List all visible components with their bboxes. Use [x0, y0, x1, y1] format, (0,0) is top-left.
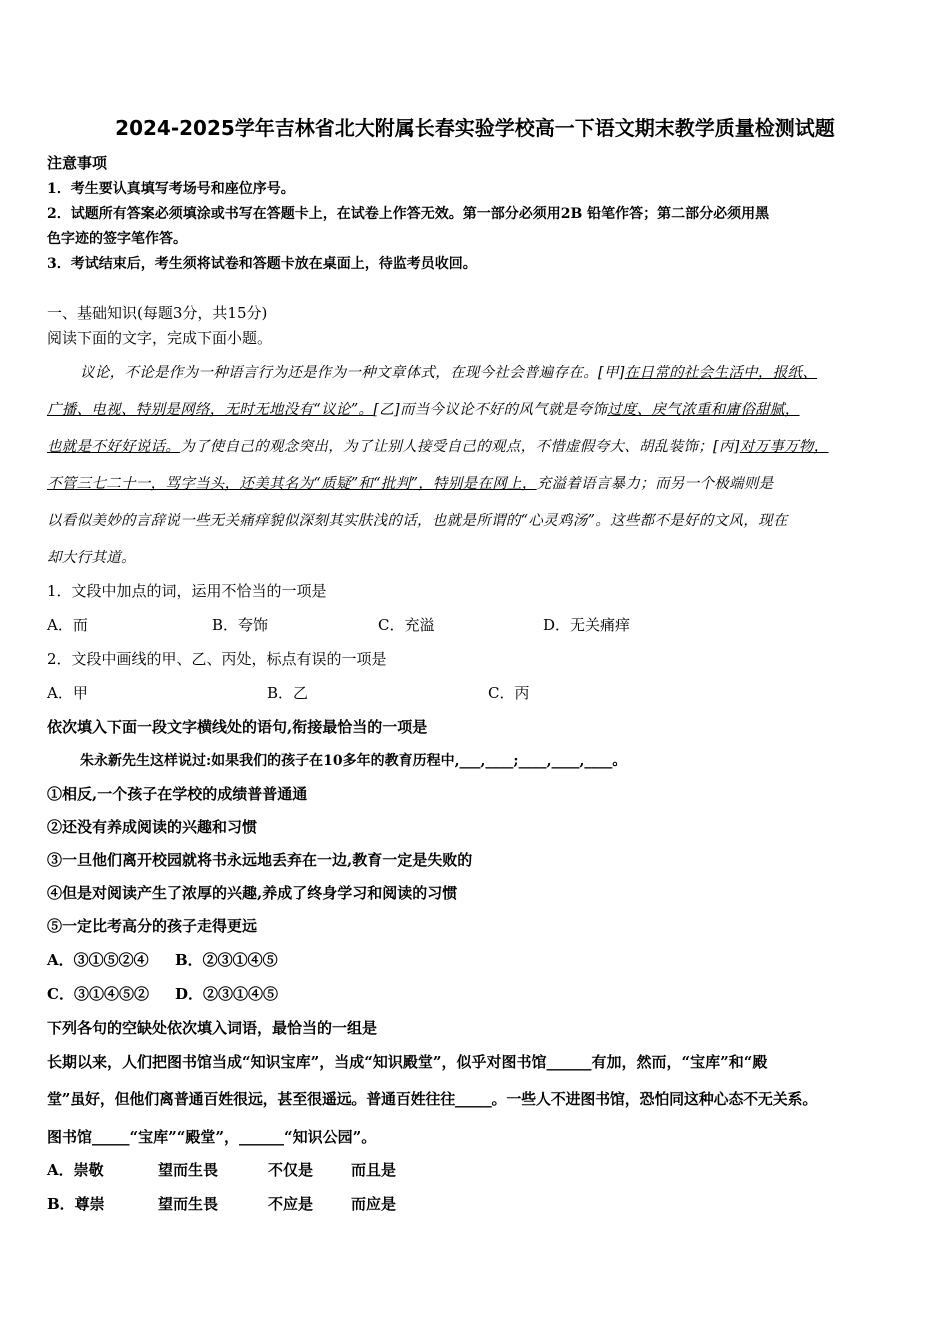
notice-item: 2．试题所有答案必须填涂或书写在答题卡上，在试卷上作答无效。第一部分必须用2B 铅笔作答；第二部分必须用黑 — [47, 206, 770, 222]
q3-option-d[interactable]: D．②③①④⑤ — [175, 985, 279, 1003]
question-4-stem: 下列各句的空缺处依次填入词语，最恰当的一组是 — [47, 1019, 378, 1037]
underlined-yi: 也就是不好好说话。 — [47, 439, 181, 455]
page-title: 2024-2025学年吉林省北大附属长春实验学校高一下语文期末教学质量检测试题 — [115, 116, 835, 140]
underlined-yi: 过度、戾气浓重和庸俗甜腻， — [607, 402, 800, 418]
q3-item: ⑤一定比考高分的孩子走得更远 — [47, 917, 258, 935]
passage-text: [乙]而当今议论不好的风气就是夸饰 — [373, 402, 608, 418]
question-2-stem: 2．文段中画线的甲、乙、丙处，标点有误的一项是 — [47, 650, 387, 668]
section-heading: 一、基础知识(每题3分，共15分) — [47, 304, 268, 322]
q3-option-a[interactable]: A．③①⑤②④ — [47, 951, 149, 969]
q3-option-c[interactable]: C．③①④⑤② — [47, 985, 149, 1003]
section-instruction: 阅读下面的文字，完成下面小题。 — [47, 329, 273, 347]
q4-paragraph: 长期以来，人们把图书馆当成“知识宝库”，当成“知识殿堂”，似乎对图书馆______有加，然而，“宝库”和“殿 — [47, 1053, 768, 1071]
passage-text: 而另一个极端则是 — [655, 476, 774, 492]
notice-heading: 注意事项 — [47, 154, 108, 172]
passage-line — [47, 398, 800, 419]
passage-line: 以看似美妙的言辞说一些无关痛痒貌似深刻其实肤浅的话，也就是所谓的“心灵鸡汤”。这些都不是好的文风，现在 — [47, 513, 788, 529]
q3-item: ②还没有养成阅读的兴趣和习惯 — [47, 818, 258, 836]
q4-option-a-word: 而且是 — [351, 1161, 397, 1179]
q2-option-a[interactable]: A．甲 — [47, 684, 88, 702]
q4-paragraph: 堂”虽好，但他们离普通百姓很远，甚至很遥远。普通百姓往往_____。一些人不进图书馆，恐怕同这种心态不无关系。 — [47, 1090, 818, 1108]
passage-text: 充溢着语言暴力； — [536, 476, 656, 492]
q3-option-b[interactable]: B．②③①④⑤ — [175, 951, 278, 969]
question-3-quote: 朱永新先生这样说过:如果我们的孩子在10多年的教育历程中,___,____;____,____,____。 — [80, 753, 627, 769]
notice-item: 色字迹的签字笔作答。 — [47, 231, 187, 247]
passage-line — [47, 472, 773, 493]
q4-paragraph: 图书馆_____“宝库”“殿堂”，______“知识公园”。 — [47, 1128, 377, 1146]
q2-option-c[interactable]: C．丙 — [488, 684, 530, 702]
passage-line — [80, 361, 817, 382]
q1-option-d[interactable]: D．无关痛痒 — [543, 616, 631, 634]
q1-option-b[interactable]: B．夸饰 — [212, 616, 269, 634]
q4-option-b[interactable]: B．尊崇 — [47, 1195, 105, 1213]
q3-item: ③一旦他们离开校园就将书永远地丢弃在一边,教育一定是失败的 — [47, 851, 473, 869]
q4-option-a-word: 不仅是 — [268, 1161, 314, 1179]
q4-option-a[interactable]: A．崇敬 — [47, 1161, 104, 1179]
underlined-jia: 在日常的社会生活中，报纸、 — [624, 365, 818, 381]
question-1-stem: 1．文段中加点的词，运用不恰当的一项是 — [47, 582, 327, 600]
q2-option-b[interactable]: B．乙 — [267, 684, 309, 702]
q4-option-a-word: 望而生畏 — [158, 1161, 219, 1179]
question-3-stem: 依次填入下面一段文字横线处的语句,衔接最恰当的一项是 — [47, 718, 428, 736]
passage-line: 却大行其道。 — [47, 550, 136, 566]
q4-option-b-word: 而应是 — [351, 1195, 397, 1213]
underlined-jia: 广播、电视、特别是网络，无时无地没有“议论”。 — [47, 402, 374, 418]
notice-item: 3．考试结束后，考生须将试卷和答题卡放在桌面上，待监考员收回。 — [47, 256, 477, 272]
q1-option-c[interactable]: C．充溢 — [378, 616, 435, 634]
passage-text: 议论，不论是作为一种语言行为还是作为一种文章体式，在现今社会普遍存在。[甲] — [80, 365, 625, 381]
passage-text: 为了使自己的观念突出，为了让别人接受自己的观点，不惜虚假夸大、胡乱装饰；[丙] — [180, 439, 740, 455]
passage-line — [47, 435, 829, 456]
underlined-bing: 不管三七二十一，骂字当头，还美其名为“质疑”和“批判”，特别是在网上， — [47, 476, 537, 492]
q1-option-a[interactable]: A．而 — [47, 616, 88, 634]
q3-item: ④但是对阅读产生了浓厚的兴趣,养成了终身学习和阅读的习惯 — [47, 884, 458, 902]
q4-option-b-word: 不应是 — [268, 1195, 314, 1213]
q4-option-b-word: 望而生畏 — [158, 1195, 219, 1213]
notice-item: 1．考生要认真填写考场号和座位序号。 — [47, 181, 295, 197]
underlined-bing: 对万事万物， — [739, 439, 829, 455]
q3-item: ①相反,一个孩子在学校的成绩普普通通 — [47, 785, 308, 803]
